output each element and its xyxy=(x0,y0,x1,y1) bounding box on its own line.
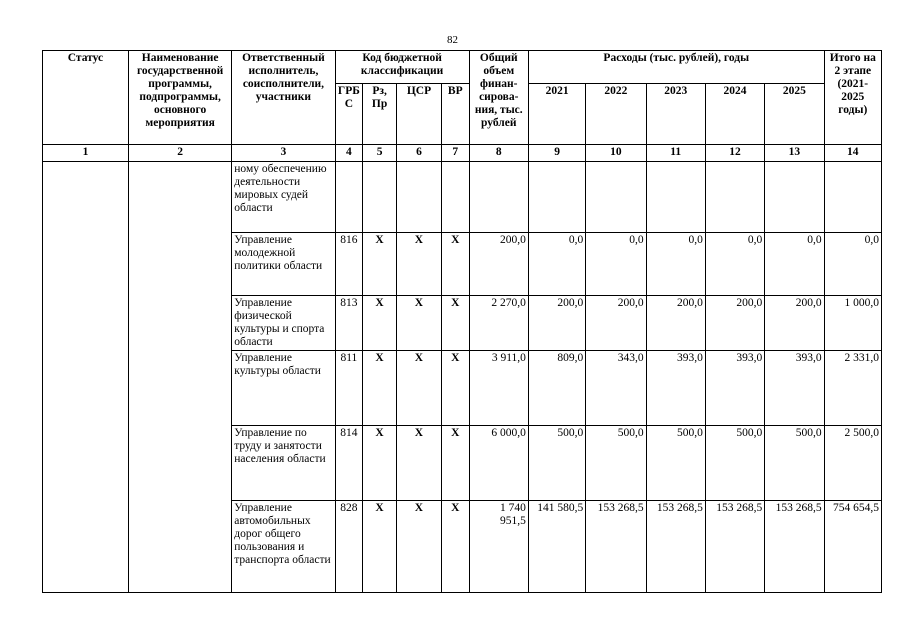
grbs-cell: 813 xyxy=(335,296,363,351)
year-2024-cell: 393,0 xyxy=(705,351,764,426)
status-cell xyxy=(43,162,129,593)
grbs-cell: 828 xyxy=(335,501,363,593)
year-2023-cell xyxy=(646,162,705,233)
column-number-row xyxy=(43,145,882,162)
total-cell: 6 000,0 xyxy=(469,426,528,501)
total-cell: 200,0 xyxy=(469,233,528,296)
header-year-2023: 2023 xyxy=(646,84,705,145)
header-stage-total: Итого на 2 этапе (2021-2025 годы) xyxy=(824,51,881,145)
column-number: 2 xyxy=(128,145,231,162)
stage-total-cell: 2 331,0 xyxy=(824,351,881,426)
year-2022-cell: 0,0 xyxy=(586,233,646,296)
csr-cell: Х xyxy=(396,501,441,593)
header-vr: ВР xyxy=(441,84,469,145)
rzpr-cell: Х xyxy=(363,296,397,351)
total-cell: 3 911,0 xyxy=(469,351,528,426)
page-number: 82 xyxy=(447,34,458,46)
year-2021-cell: 141 580,5 xyxy=(528,501,585,593)
year-2023-cell: 0,0 xyxy=(646,233,705,296)
csr-cell: Х xyxy=(396,233,441,296)
year-2024-cell: 200,0 xyxy=(705,296,764,351)
header-year-2021: 2021 xyxy=(528,84,585,145)
total-cell: 1 740 951,5 xyxy=(469,501,528,593)
year-2022-cell: 500,0 xyxy=(586,426,646,501)
header-year-2025: 2025 xyxy=(765,84,824,145)
header-budget-code: Код бюджетной классификации xyxy=(335,51,469,84)
header-total-volume: Общий объем финан-сирова-ния, тыс. рублей xyxy=(469,51,528,145)
column-number: 6 xyxy=(396,145,441,162)
year-2022-cell: 343,0 xyxy=(586,351,646,426)
year-2025-cell: 0,0 xyxy=(765,233,824,296)
column-number: 1 xyxy=(43,145,129,162)
header-expenses: Расходы (тыс. рублей), годы xyxy=(528,51,824,84)
column-number: 9 xyxy=(528,145,585,162)
grbs-cell: 811 xyxy=(335,351,363,426)
responsible-cell: Управление физической культуры и спорта области xyxy=(232,296,335,351)
year-2024-cell: 500,0 xyxy=(705,426,764,501)
year-2025-cell: 153 268,5 xyxy=(765,501,824,593)
responsible-cell: Управление культуры области xyxy=(232,351,335,426)
vr-cell: Х xyxy=(441,296,469,351)
year-2021-cell: 200,0 xyxy=(528,296,585,351)
csr-cell: Х xyxy=(396,296,441,351)
responsible-cell: Управление молодежной политики области xyxy=(232,233,335,296)
header-status: Статус xyxy=(43,51,129,145)
responsible-cell: Управление автомобильных дорог общего пользования и транспорта области xyxy=(232,501,335,593)
column-number: 13 xyxy=(765,145,824,162)
responsible-cell: Управление по труду и занятости населения области xyxy=(232,426,335,501)
column-number: 4 xyxy=(335,145,363,162)
year-2023-cell: 500,0 xyxy=(646,426,705,501)
stage-total-cell xyxy=(824,162,881,233)
rzpr-cell: Х xyxy=(363,351,397,426)
csr-cell: Х xyxy=(396,351,441,426)
rzpr-cell: Х xyxy=(363,501,397,593)
year-2023-cell: 200,0 xyxy=(646,296,705,351)
column-number: 12 xyxy=(705,145,764,162)
header-name: Наименование государственной программы, подпрограммы, основного мероприятия xyxy=(128,51,231,145)
header-year-2024: 2024 xyxy=(705,84,764,145)
header-rzpr: Рз, Пр xyxy=(363,84,397,145)
responsible-cell: ному обеспечению деятельности мировых судей области xyxy=(232,162,335,233)
year-2025-cell: 500,0 xyxy=(765,426,824,501)
column-number: 3 xyxy=(232,145,335,162)
year-2022-cell: 200,0 xyxy=(586,296,646,351)
year-2022-cell: 153 268,5 xyxy=(586,501,646,593)
column-number: 14 xyxy=(824,145,881,162)
vr-cell: Х xyxy=(441,351,469,426)
header-grbs: ГРБ С xyxy=(335,84,363,145)
grbs-cell xyxy=(335,162,363,233)
column-number: 11 xyxy=(646,145,705,162)
year-2021-cell: 809,0 xyxy=(528,351,585,426)
vr-cell xyxy=(441,162,469,233)
grbs-cell: 814 xyxy=(335,426,363,501)
budget-table xyxy=(42,50,882,593)
csr-cell: Х xyxy=(396,426,441,501)
header-row-main xyxy=(43,51,882,84)
stage-total-cell: 0,0 xyxy=(824,233,881,296)
column-number: 8 xyxy=(469,145,528,162)
year-2025-cell: 393,0 xyxy=(765,351,824,426)
csr-cell xyxy=(396,162,441,233)
column-number: 5 xyxy=(363,145,397,162)
rzpr-cell xyxy=(363,162,397,233)
vr-cell: Х xyxy=(441,233,469,296)
table-row xyxy=(43,162,882,233)
stage-total-cell: 2 500,0 xyxy=(824,426,881,501)
year-2023-cell: 393,0 xyxy=(646,351,705,426)
year-2023-cell: 153 268,5 xyxy=(646,501,705,593)
column-number: 7 xyxy=(441,145,469,162)
header-responsible: Ответственный исполнитель, соисполнители, участники xyxy=(232,51,335,145)
header-csr: ЦСР xyxy=(396,84,441,145)
year-2024-cell: 0,0 xyxy=(705,233,764,296)
year-2025-cell: 200,0 xyxy=(765,296,824,351)
grbs-cell: 816 xyxy=(335,233,363,296)
program-name-cell xyxy=(128,162,231,593)
stage-total-cell: 754 654,5 xyxy=(824,501,881,593)
column-number: 10 xyxy=(586,145,646,162)
year-2024-cell xyxy=(705,162,764,233)
year-2021-cell: 0,0 xyxy=(528,233,585,296)
vr-cell: Х xyxy=(441,501,469,593)
rzpr-cell: Х xyxy=(363,233,397,296)
stage-total-cell: 1 000,0 xyxy=(824,296,881,351)
year-2022-cell xyxy=(586,162,646,233)
year-2021-cell xyxy=(528,162,585,233)
total-cell xyxy=(469,162,528,233)
total-cell: 2 270,0 xyxy=(469,296,528,351)
vr-cell: Х xyxy=(441,426,469,501)
year-2025-cell xyxy=(765,162,824,233)
rzpr-cell: Х xyxy=(363,426,397,501)
year-2021-cell: 500,0 xyxy=(528,426,585,501)
header-year-2022: 2022 xyxy=(586,84,646,145)
year-2024-cell: 153 268,5 xyxy=(705,501,764,593)
